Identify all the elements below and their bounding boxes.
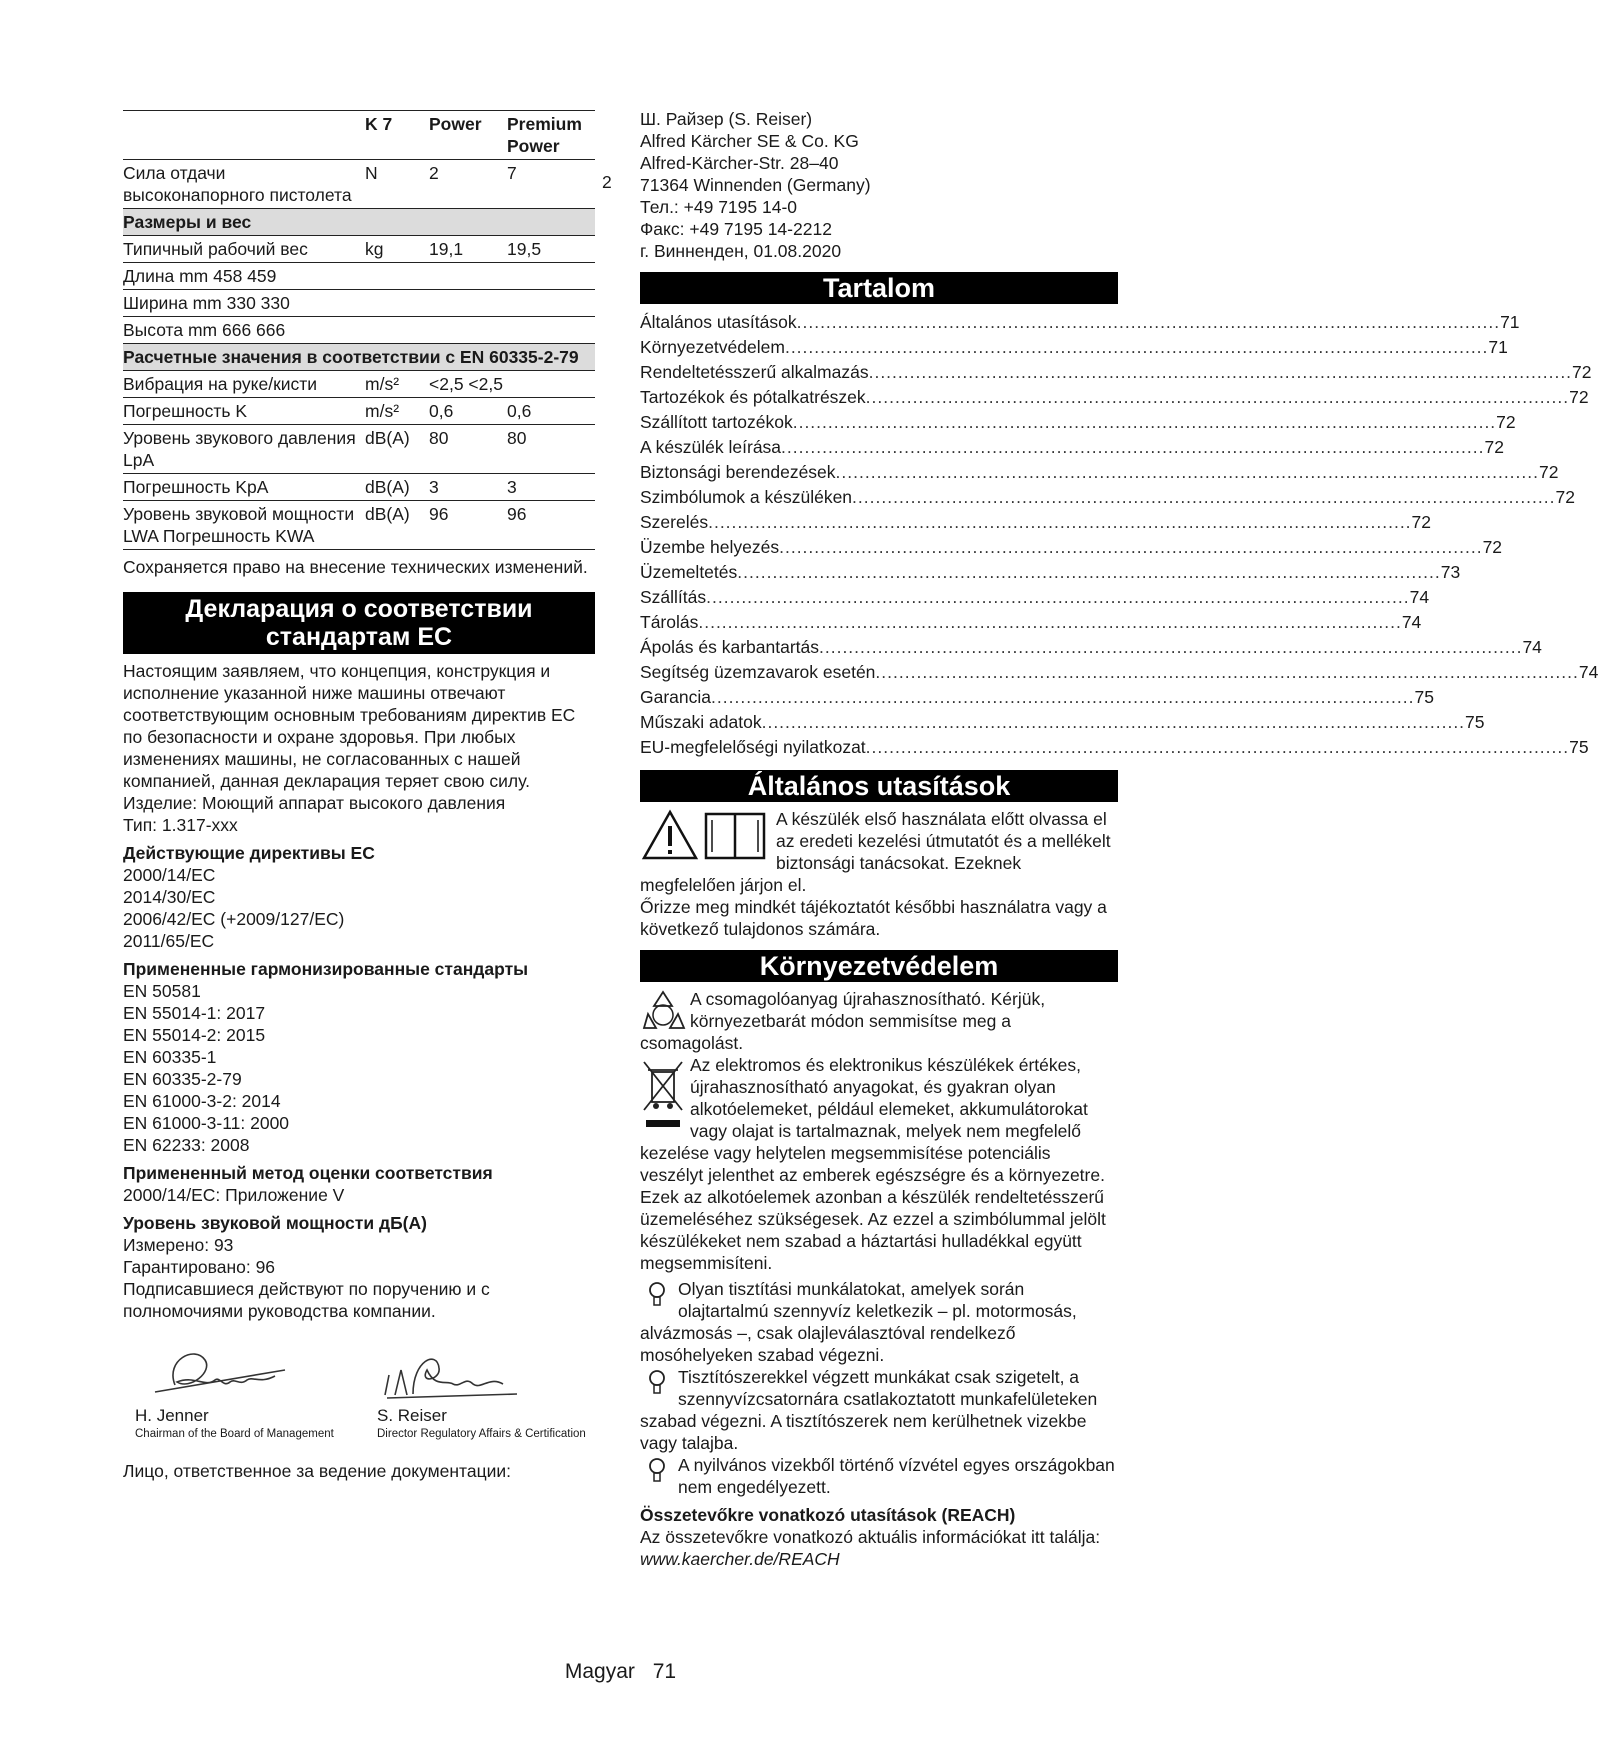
toc-entry-page: 72 [1484, 437, 1504, 457]
spec-cell: Уровень звуковой мощности LWA Погрешность KWA [123, 501, 365, 550]
toc-entry-page: 74 [1578, 662, 1598, 682]
toc-entry[interactable] [640, 710, 1485, 735]
toc-entry[interactable] [640, 310, 1520, 335]
toc-entry-title: Rendeltetésszerű alkalmazás [640, 362, 869, 382]
directives-list [123, 864, 595, 952]
tech-note: Сохраняется право на внесение технических изменений. [123, 557, 588, 577]
reach-text-body: Az összetevőkre vonatkozó aktuális információkat itt találja: [640, 1527, 1101, 1547]
spec-cell [429, 317, 507, 344]
spec-section-row [123, 344, 595, 371]
env-tip-3 [640, 1454, 1118, 1498]
toc-entry-page: 75 [1465, 712, 1485, 732]
toc-entry-page: 72 [1569, 387, 1589, 407]
address-line: Alfred-Kärcher-Str. 28–40 [640, 153, 839, 173]
address-line: Факс: +49 7195 14-2212 [640, 219, 832, 239]
env-tip-2 [640, 1366, 1118, 1454]
spec-cell: Уровень звукового давления LpA [123, 425, 365, 474]
toc-leader-dots: ........................................................................................................................ [865, 387, 1570, 407]
crossed-bin-icon [640, 1054, 686, 1140]
spec-cell: <2,5 <2,5 [429, 371, 507, 398]
toc-entry[interactable] [640, 460, 1559, 485]
toc-leader-dots: ........................................................................................................................ [875, 662, 1579, 682]
directive-item: 2011/65/EC [123, 931, 215, 951]
spec-cell [507, 263, 595, 290]
recycle-icon [640, 988, 686, 1032]
signature-jenner-image [135, 1340, 295, 1400]
env-tip-1 [640, 1278, 1118, 1366]
toc-entry-title: A készülék leírása [640, 437, 782, 457]
toc-leader-dots: ........................................................................................................................ [708, 512, 1412, 532]
spec-cell: 0,6 [507, 398, 595, 425]
toc-entry[interactable] [640, 585, 1430, 610]
spec-cell: 19,1 [429, 236, 507, 263]
spec-row [123, 501, 595, 550]
spec-cell: m/s² [365, 371, 429, 398]
method-text: 2000/14/EC: Приложение V [123, 1185, 345, 1205]
toc-entry-title: Garancia [640, 687, 712, 707]
spec-cell: 80 [507, 425, 595, 474]
spec-cell: kg [365, 236, 429, 263]
footer-language: Magyar [564, 1660, 635, 1683]
toc-entry-title: Szimbólumok a készüléken [640, 487, 853, 507]
signer-role: Director Regulatory Affairs & Certification [377, 1428, 586, 1440]
spec-cell: Ширина mm 330 330 [123, 290, 365, 317]
spec-cell: Погрешность K [123, 398, 365, 425]
signer-name: H. Jenner [135, 1406, 209, 1425]
toc-entry[interactable] [640, 685, 1434, 710]
spec-cell: 19,5 [507, 236, 595, 263]
spec-row [123, 263, 595, 290]
spec-cell: 96 [429, 501, 507, 550]
spec-row [123, 236, 595, 263]
spec-row [123, 160, 595, 209]
standard-item: EN 55014-2: 2015 [123, 1025, 266, 1045]
toc-leader-dots: ........................................................................................................................ [706, 587, 1410, 607]
toc-entry-page: 71 [1488, 337, 1508, 357]
spec-cell: 96 [507, 501, 595, 550]
toc-leader-dots: ........................................................................................................................ [792, 412, 1497, 432]
env-tip-text: Olyan tisztítási munkálatokat, amelyek során olajtartalmú szennyvíz keletkezik – pl. motormosás, alvázmosás –, csak olajleválasztóval rendelkező mosóhelyeken szabad végezni. [640, 1279, 1077, 1365]
toc-leader-dots: ........................................................................................................................ [865, 737, 1570, 757]
toc-entry[interactable] [640, 435, 1504, 460]
spec-row [123, 425, 595, 474]
header-cell [123, 111, 365, 160]
standard-item: EN 61000-3-2: 2014 [123, 1091, 281, 1111]
spec-cell: 2 [429, 160, 507, 209]
general-title: Általános utasítások [640, 770, 1118, 802]
header-cell: K 7 [365, 111, 429, 160]
toc-entry-page: 74 [1409, 587, 1430, 607]
toc-entry-page: 72 [1411, 512, 1432, 532]
toc-entry[interactable] [640, 335, 1508, 360]
reach-text [640, 1526, 1118, 1570]
page-number: 71 [652, 1660, 677, 1683]
spec-cell: Типичный рабочий вес [123, 236, 365, 263]
toc-entry-title: Üzembe helyezés [640, 537, 780, 557]
address-line: г. Винненден, 01.08.2020 [640, 241, 842, 261]
spec-cell: 3 [507, 474, 595, 501]
spec-cell [507, 290, 595, 317]
standard-item: EN 60335-2-79 [123, 1069, 242, 1089]
spec-cell: 7 [507, 160, 595, 209]
toc-entry-page: 72 [1539, 462, 1559, 482]
toc-entry[interactable] [640, 360, 1592, 385]
spec-cell [365, 317, 429, 344]
spec-cell [429, 263, 507, 290]
warning-manual-icon [640, 808, 770, 862]
standard-item: EN 55014-1: 2017 [123, 1003, 266, 1023]
standards-list [123, 980, 595, 1156]
reach-link[interactable]: www.kaercher.de/REACH [640, 1549, 840, 1569]
address-line: Тел.: +49 7195 14-0 [640, 197, 798, 217]
signer-role: Chairman of the Board of Management [135, 1428, 334, 1440]
toc-entry-page: 75 [1569, 737, 1589, 757]
right-column [640, 108, 1598, 1570]
signature-reiser-image [377, 1340, 537, 1400]
toc-leader-dots: ........................................................................................................................ [737, 562, 1441, 582]
toc-entry-page: 72 [1572, 362, 1592, 382]
toc-leader-dots: ........................................................................................................................ [761, 712, 1466, 732]
toc-entry-page: 72 [1555, 487, 1575, 507]
tip-icon [640, 1454, 674, 1484]
measured-value: Измерено: 93 [123, 1235, 234, 1255]
left-column [123, 110, 595, 1482]
address-line: Ш. Райзер (S. Reiser) [640, 109, 813, 129]
toc-entry-title: Szerelés [640, 512, 709, 532]
tip-icon [640, 1278, 674, 1308]
general-section [640, 808, 1118, 940]
spec-cell: dB(A) [365, 474, 429, 501]
standard-item: EN 60335-1 [123, 1047, 217, 1067]
toc-entry[interactable] [640, 735, 1589, 760]
ec-declaration-text: Настоящим заявляем, что концепция, конструкция и исполнение указанной ниже машины отвечают соответствующим основным требованиям директив ЕС по безопасности и охране здоровья. При любых изменениях машины, не согласованных с нашей компанией, данная декларация теряет свою силу. [123, 661, 576, 791]
spec-cell [365, 263, 429, 290]
address-line: 71364 Winnenden (Germany) [640, 175, 871, 195]
toc-entry-title: Biztonsági berendezések [640, 462, 836, 482]
guaranteed-value: Гарантировано: 96 [123, 1257, 276, 1277]
doc-responsible: Лицо, ответственное за ведение документации: [123, 1461, 512, 1481]
spec-cell: Погрешность KpA [123, 474, 365, 501]
address-line: Alfred Kärcher SE & Co. KG [640, 131, 859, 151]
address-block [640, 108, 1118, 262]
reach-title: Összetevőkre vonatkozó utasítások (REACH) [640, 1505, 1016, 1525]
spec-table-body [123, 160, 595, 550]
toc-entry-page: 72 [1482, 537, 1503, 557]
signers-text: Подписавшиеся действуют по поручению и с полномочиями руководства компании. [123, 1279, 490, 1321]
toc-leader-dots: ........................................................................................................................ [698, 612, 1402, 632]
toc-entry-title: EU-megfelelőségi nyilatkozat [640, 737, 866, 757]
spec-cell: Длина mm 458 459 [123, 263, 365, 290]
toc-entry-title: Környezetvédelem [640, 337, 785, 357]
spec-cell [507, 317, 595, 344]
spec-cell [429, 290, 507, 317]
toc-title: Tartalom [640, 272, 1118, 304]
sound-power-title: Уровень звуковой мощности дБ(А) [123, 1213, 427, 1233]
toc-leader-dots: ........................................................................................................................ [852, 487, 1556, 507]
spec-cell: 80 [429, 425, 507, 474]
toc-leader-dots: ........................................................................................................................ [819, 637, 1523, 657]
spec-cell: N [365, 160, 429, 209]
toc-entry[interactable] [640, 410, 1516, 435]
toc-leader-dots: ........................................................................................................................ [711, 687, 1415, 707]
toc-entry-page: 72 [1496, 412, 1516, 432]
toc-entry-page: 73 [1440, 562, 1461, 582]
environment-title: Környezetvédelem [640, 950, 1118, 982]
toc-entry-title: Általános utasítások [640, 312, 797, 332]
tip-icon [640, 1366, 674, 1396]
toc-entry[interactable] [640, 485, 1575, 510]
toc-entry-title: Üzemeltetés [640, 562, 738, 582]
spec-section-label: Размеры и вес [123, 209, 595, 236]
toc-entry-title: Tárolás [640, 612, 699, 632]
env-weee [640, 1054, 1118, 1274]
stray-digit: 2 [602, 172, 612, 192]
spec-row [123, 317, 595, 344]
env-tip-text: A nyilvános vizekből történő vízvétel egyes országokban nem engedélyezett. [678, 1455, 1115, 1497]
directive-item: 2014/30/EC [123, 887, 216, 907]
toc-entry[interactable] [640, 535, 1503, 560]
toc-entry-title: Szállított tartozékok [640, 412, 793, 432]
toc-entry[interactable] [640, 385, 1589, 410]
toc-entry-title: Szállítás [640, 587, 707, 607]
signature-jenner [135, 1340, 334, 1441]
spec-cell: 3 [429, 474, 507, 501]
toc-entry-title: Ápolás és karbantartás [640, 637, 819, 657]
directive-item: 2006/42/EC (+2009/127/EC) [123, 909, 345, 929]
spec-cell: Сила отдачи высоконапорного пистолета [123, 160, 365, 209]
toc-entry-page: 74 [1522, 637, 1542, 657]
spec-cell: m/s² [365, 398, 429, 425]
spec-cell: dB(A) [365, 425, 429, 474]
product-line: Изделие: Моющий аппарат высокого давления [123, 793, 506, 813]
env-recycle-text: A csomagolóanyag újrahasznosítható. Kérjük, környezetbarát módon semmisítse meg a csomagolást. [640, 989, 1046, 1053]
spec-table-header [123, 111, 595, 160]
header-cell: Power [429, 111, 507, 160]
table-of-contents [640, 310, 1598, 760]
header-cell: Premium Power [507, 111, 595, 160]
spec-section-row [123, 209, 595, 236]
general-text-2: Őrizze meg mindkét tájékoztatót későbbi használatra vagy a következő tulajdonos számára. [640, 897, 1107, 939]
toc-leader-dots: ........................................................................................................................ [779, 537, 1483, 557]
toc-leader-dots: ........................................................................................................................ [784, 337, 1489, 357]
toc-entry-page: 75 [1414, 687, 1434, 707]
spec-row [123, 290, 595, 317]
toc-entry[interactable] [640, 510, 1432, 535]
toc-leader-dots: ........................................................................................................................ [835, 462, 1539, 482]
spec-cell: Высота mm 666 666 [123, 317, 365, 344]
spec-table [123, 110, 595, 550]
spec-row [123, 398, 595, 425]
general-text: A készülék első használata előtt olvassa el az eredeti kezelési útmutatót és a mellékelt biztonsági tanácsokat. Ezeknek megfelelően járjon el. [640, 809, 1111, 895]
spec-section-label: Расчетные значения в соответствии с EN 60335-2-79 [123, 344, 595, 371]
signature-reiser [377, 1340, 586, 1441]
toc-entry-page: 74 [1401, 612, 1422, 632]
method-title: Примененный метод оценки соответствия [123, 1163, 493, 1183]
ec-declaration-title: Декларация о соответствии стандартам ЕС [123, 592, 595, 654]
type-line: Тип: 1.317-xxx [123, 815, 238, 835]
directives-title: Действующие директивы ЕС [123, 843, 375, 863]
toc-leader-dots: ........................................................................................................................ [781, 437, 1485, 457]
spec-cell: dB(A) [365, 501, 429, 550]
standard-item: EN 50581 [123, 981, 201, 1001]
standards-title: Примененные гармонизированные стандарты [123, 959, 529, 979]
toc-entry[interactable] [640, 635, 1542, 660]
page-footer [0, 1661, 1241, 1683]
toc-entry-title: Tartozékok és pótalkatrészek [640, 387, 866, 407]
spec-cell: Вибрация на руке/кисти [123, 371, 365, 398]
standard-item: EN 61000-3-11: 2000 [123, 1113, 290, 1133]
env-recycle [640, 988, 1118, 1054]
toc-entry[interactable] [640, 610, 1422, 635]
env-weee-text: Az elektromos és elektronikus készülékek értékes, újrahasznosítható anyagokat, és gyakran olyan alkotóelemeket, például elemeket, akkumulátorokat vagy olajat is tartalmaznak, melyek nem megfelelő kezelése vagy helytelen megsemmisítése potenciális veszélyt jelenthet az emberek egészségre és a környezetre. Ezek az alkotóelemek azonban a készülék rendeltetésszerű üzemeléséhez szükségesek. Az ezzel a szimbólummal jelölt készülékeket nem szabad a háztartási hulladékkal együtt megsemmisíteni. [640, 1055, 1106, 1273]
directive-item: 2000/14/EC [123, 865, 216, 885]
env-tip-text: Tisztítószerekkel végzett munkákat csak szigetelt, a szennyvízcsatornára csatlakoztatott munkafelületeken szabad végezni. A tisztítószerek nem kerülhetnek vizekbe vagy talajba. [640, 1367, 1098, 1453]
toc-entry-page: 71 [1500, 312, 1520, 332]
spec-cell [507, 371, 595, 398]
toc-entry-title: Műszaki adatok [640, 712, 762, 732]
toc-entry-title: Segítség üzemzavarok esetén [640, 662, 876, 682]
toc-entry[interactable] [640, 560, 1461, 585]
toc-leader-dots: ........................................................................................................................ [868, 362, 1573, 382]
signatures [123, 1340, 595, 1450]
toc-leader-dots: ........................................................................................................................ [796, 312, 1501, 332]
standard-item: EN 62233: 2008 [123, 1135, 250, 1155]
toc-entry[interactable] [640, 660, 1598, 685]
signer-name: S. Reiser [377, 1406, 447, 1425]
spec-cell [365, 290, 429, 317]
spec-row [123, 371, 595, 398]
spec-cell: 0,6 [429, 398, 507, 425]
spec-row [123, 474, 595, 501]
